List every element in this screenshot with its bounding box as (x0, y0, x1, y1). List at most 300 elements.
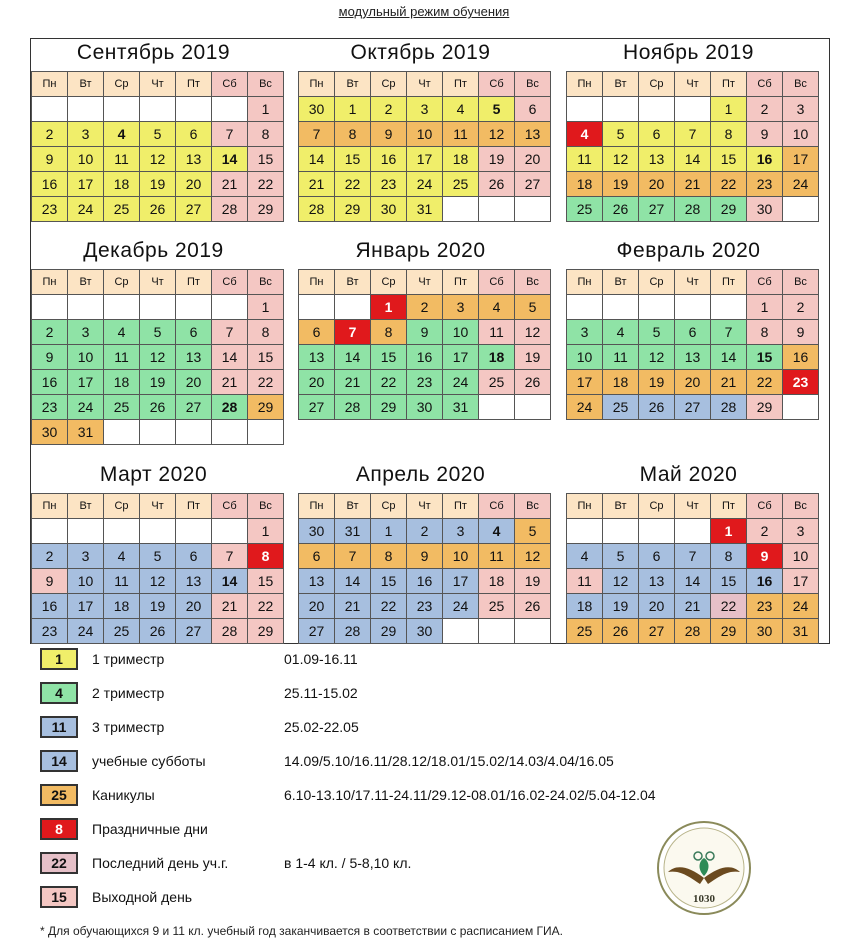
day-cell: 18 (603, 370, 638, 394)
day-cell (675, 97, 710, 121)
day-cell: 24 (407, 172, 442, 196)
footnote: * Для обучающихся 9 и 11 кл. учебный год заканчивается в соответствии с расписанием ГИА. (40, 924, 563, 938)
legend-label: Каникулы (92, 787, 155, 803)
day-cell: 24 (68, 619, 103, 643)
day-cell: 19 (639, 370, 674, 394)
day-cell: 3 (783, 97, 818, 121)
legend-label: учебные субботы (92, 753, 206, 769)
day-cell: 5 (603, 544, 638, 568)
month-grid (31, 493, 284, 644)
day-cell: 30 (299, 97, 334, 121)
day-cell: 7 (335, 320, 370, 344)
day-cell (68, 519, 103, 543)
day-cell: 29 (248, 619, 283, 643)
weekday-header: Вс (248, 72, 283, 96)
weekday-header: Пт (176, 494, 211, 518)
day-cell: 14 (711, 345, 746, 369)
weekday-header: Ср (371, 270, 406, 294)
day-cell (176, 519, 211, 543)
day-cell: 29 (248, 395, 283, 419)
day-cell: 12 (479, 122, 514, 146)
month-title: Январь 2020 (355, 239, 486, 262)
month-title: Октябрь 2019 (350, 41, 491, 64)
weekday-header: Пн (299, 270, 334, 294)
day-cell: 10 (783, 122, 818, 146)
day-cell: 30 (32, 420, 67, 444)
legend-swatch: 14 (40, 750, 78, 772)
day-cell: 6 (639, 122, 674, 146)
weekday-header: Сб (479, 72, 514, 96)
day-cell: 12 (515, 320, 550, 344)
day-cell: 2 (783, 295, 818, 319)
day-cell: 4 (104, 544, 139, 568)
day-cell: 30 (747, 197, 782, 221)
day-cell (212, 519, 247, 543)
calendar-frame (30, 38, 830, 644)
day-cell: 13 (675, 345, 710, 369)
day-cell: 11 (104, 569, 139, 593)
day-cell: 18 (443, 147, 478, 171)
day-cell: 11 (603, 345, 638, 369)
weekday-header: Пн (32, 270, 67, 294)
day-cell: 8 (711, 544, 746, 568)
day-cell: 18 (567, 594, 602, 618)
day-cell: 11 (104, 147, 139, 171)
day-cell: 13 (299, 345, 334, 369)
weekday-header: Вс (783, 494, 818, 518)
weekday-header: Вс (515, 270, 550, 294)
day-cell: 21 (711, 370, 746, 394)
day-cell: 31 (407, 197, 442, 221)
weekday-header: Чт (140, 270, 175, 294)
weekday-header: Ср (371, 494, 406, 518)
day-cell: 23 (783, 370, 818, 394)
day-cell: 24 (783, 172, 818, 196)
day-cell: 7 (212, 122, 247, 146)
day-cell: 18 (104, 594, 139, 618)
weekday-header: Чт (675, 270, 710, 294)
day-cell: 19 (603, 594, 638, 618)
day-cell: 18 (104, 172, 139, 196)
weekday-header: Вт (335, 494, 370, 518)
legend-range: 6.10-13.10/17.11-24.11/29.12-08.01/16.02-24.02/5.04-12.04 (284, 787, 656, 803)
day-cell: 24 (68, 395, 103, 419)
day-cell: 17 (783, 147, 818, 171)
day-cell: 3 (68, 122, 103, 146)
legend-label: Последний день уч.г. (92, 855, 229, 871)
day-cell (479, 395, 514, 419)
day-cell: 25 (567, 197, 602, 221)
day-cell: 2 (747, 97, 782, 121)
weekday-header: Чт (140, 72, 175, 96)
day-cell: 5 (515, 519, 550, 543)
day-cell: 5 (639, 320, 674, 344)
day-cell: 17 (68, 594, 103, 618)
legend-swatch: 15 (40, 886, 78, 908)
day-cell: 8 (248, 122, 283, 146)
day-cell: 10 (68, 569, 103, 593)
day-cell: 25 (104, 395, 139, 419)
weekday-header: Вс (783, 72, 818, 96)
day-cell: 2 (32, 544, 67, 568)
weekday-header: Пн (567, 494, 602, 518)
day-cell: 10 (567, 345, 602, 369)
day-cell: 3 (68, 320, 103, 344)
day-cell: 27 (299, 395, 334, 419)
month-grid (566, 269, 819, 420)
day-cell (783, 395, 818, 419)
day-cell (675, 295, 710, 319)
day-cell: 27 (176, 619, 211, 643)
day-cell: 10 (443, 320, 478, 344)
day-cell (32, 97, 67, 121)
day-cell: 20 (639, 594, 674, 618)
day-cell (515, 395, 550, 419)
day-cell (104, 97, 139, 121)
day-cell: 25 (479, 594, 514, 618)
day-cell: 10 (443, 544, 478, 568)
day-cell: 11 (567, 147, 602, 171)
weekday-header: Вт (335, 270, 370, 294)
emblem-number: 1030 (693, 893, 715, 905)
legend-row (40, 716, 820, 740)
weekday-header: Сб (479, 270, 514, 294)
day-cell (675, 519, 710, 543)
month-grid (566, 493, 819, 644)
day-cell: 22 (248, 594, 283, 618)
day-cell: 8 (371, 320, 406, 344)
weekday-header: Сб (479, 494, 514, 518)
day-cell: 15 (747, 345, 782, 369)
day-cell: 7 (675, 122, 710, 146)
day-cell (603, 519, 638, 543)
day-cell (479, 197, 514, 221)
day-cell (515, 619, 550, 643)
day-cell: 21 (212, 370, 247, 394)
day-cell: 17 (783, 569, 818, 593)
day-cell: 13 (515, 122, 550, 146)
day-cell (176, 97, 211, 121)
day-cell (639, 519, 674, 543)
legend-range: 25.02-22.05 (284, 719, 359, 735)
legend-row (40, 784, 820, 808)
day-cell: 25 (104, 619, 139, 643)
day-cell: 23 (371, 172, 406, 196)
day-cell: 28 (675, 619, 710, 643)
day-cell (140, 519, 175, 543)
day-cell: 20 (176, 370, 211, 394)
day-cell: 5 (603, 122, 638, 146)
month-title: Декабрь 2019 (83, 239, 224, 262)
day-cell: 28 (212, 395, 247, 419)
day-cell: 7 (299, 122, 334, 146)
day-cell: 14 (675, 569, 710, 593)
day-cell: 6 (675, 320, 710, 344)
day-cell: 25 (479, 370, 514, 394)
legend-label: Праздничные дни (92, 821, 208, 837)
day-cell: 4 (567, 544, 602, 568)
day-cell: 15 (248, 569, 283, 593)
day-cell: 10 (783, 544, 818, 568)
weekday-header: Вт (335, 72, 370, 96)
day-cell: 12 (603, 147, 638, 171)
weekday-header: Сб (747, 494, 782, 518)
day-cell: 7 (212, 320, 247, 344)
day-cell: 6 (299, 320, 334, 344)
day-cell: 23 (32, 619, 67, 643)
legend-swatch: 4 (40, 682, 78, 704)
weekday-header: Пт (176, 72, 211, 96)
weekday-header: Пт (711, 72, 746, 96)
day-cell: 12 (140, 345, 175, 369)
day-cell: 26 (479, 172, 514, 196)
day-cell: 9 (747, 544, 782, 568)
day-cell: 16 (783, 345, 818, 369)
day-cell: 15 (711, 147, 746, 171)
day-cell: 8 (747, 320, 782, 344)
day-cell: 9 (32, 345, 67, 369)
weekday-header: Пт (711, 270, 746, 294)
month-grid (298, 493, 551, 644)
day-cell (515, 197, 550, 221)
day-cell: 4 (479, 295, 514, 319)
day-cell: 9 (32, 147, 67, 171)
weekday-header: Сб (212, 72, 247, 96)
day-cell: 3 (443, 519, 478, 543)
day-cell: 22 (248, 172, 283, 196)
day-cell: 24 (783, 594, 818, 618)
day-cell: 30 (407, 395, 442, 419)
day-cell: 29 (747, 395, 782, 419)
day-cell: 18 (479, 345, 514, 369)
weekday-header: Вт (68, 270, 103, 294)
month-grid (566, 71, 819, 222)
day-cell (176, 295, 211, 319)
day-cell: 5 (479, 97, 514, 121)
day-cell: 12 (639, 345, 674, 369)
day-cell: 14 (299, 147, 334, 171)
day-cell: 11 (479, 544, 514, 568)
day-cell (104, 420, 139, 444)
day-cell: 28 (212, 619, 247, 643)
legend-label: 2 триместр (92, 685, 165, 701)
weekday-header: Вс (783, 270, 818, 294)
day-cell: 27 (515, 172, 550, 196)
day-cell: 19 (515, 569, 550, 593)
day-cell: 13 (176, 147, 211, 171)
day-cell (212, 295, 247, 319)
day-cell (783, 197, 818, 221)
day-cell: 8 (248, 544, 283, 568)
day-cell: 7 (335, 544, 370, 568)
day-cell: 14 (212, 569, 247, 593)
day-cell: 27 (675, 395, 710, 419)
day-cell: 20 (299, 594, 334, 618)
day-cell: 13 (639, 569, 674, 593)
day-cell: 1 (335, 97, 370, 121)
weekday-header: Чт (407, 494, 442, 518)
day-cell (567, 295, 602, 319)
day-cell: 26 (140, 197, 175, 221)
day-cell: 11 (479, 320, 514, 344)
day-cell: 31 (335, 519, 370, 543)
day-cell: 5 (515, 295, 550, 319)
day-cell (140, 420, 175, 444)
day-cell: 29 (711, 619, 746, 643)
day-cell (567, 97, 602, 121)
weekday-header: Сб (747, 270, 782, 294)
day-cell (479, 619, 514, 643)
day-cell: 13 (176, 569, 211, 593)
day-cell: 21 (335, 594, 370, 618)
school-emblem-icon (654, 818, 754, 918)
legend-range: 25.11-15.02 (284, 685, 358, 701)
day-cell: 30 (747, 619, 782, 643)
day-cell: 14 (675, 147, 710, 171)
day-cell: 15 (711, 569, 746, 593)
day-cell: 13 (176, 345, 211, 369)
weekday-header: Ср (371, 72, 406, 96)
day-cell: 6 (299, 544, 334, 568)
day-cell: 11 (443, 122, 478, 146)
weekday-header: Ср (639, 270, 674, 294)
weekday-header: Ср (104, 72, 139, 96)
day-cell: 3 (783, 519, 818, 543)
day-cell: 21 (212, 594, 247, 618)
day-cell: 12 (603, 569, 638, 593)
legend-swatch: 1 (40, 648, 78, 670)
legend-label: 3 триместр (92, 719, 165, 735)
day-cell: 26 (603, 197, 638, 221)
day-cell (104, 519, 139, 543)
day-cell: 30 (407, 619, 442, 643)
day-cell (639, 295, 674, 319)
day-cell: 22 (711, 594, 746, 618)
day-cell: 18 (479, 569, 514, 593)
day-cell: 4 (603, 320, 638, 344)
day-cell: 4 (479, 519, 514, 543)
day-cell: 25 (443, 172, 478, 196)
day-cell: 16 (407, 569, 442, 593)
day-cell: 25 (603, 395, 638, 419)
weekday-header: Чт (675, 494, 710, 518)
day-cell: 4 (567, 122, 602, 146)
day-cell: 6 (176, 122, 211, 146)
day-cell: 7 (711, 320, 746, 344)
day-cell: 20 (176, 594, 211, 618)
day-cell: 2 (32, 122, 67, 146)
day-cell: 1 (711, 519, 746, 543)
day-cell (567, 519, 602, 543)
day-cell: 2 (747, 519, 782, 543)
month-title: Апрель 2020 (355, 463, 486, 486)
day-cell: 22 (371, 594, 406, 618)
day-cell: 5 (140, 320, 175, 344)
day-cell: 28 (335, 395, 370, 419)
month-title: Сентябрь 2019 (76, 41, 231, 64)
day-cell (603, 97, 638, 121)
day-cell: 29 (371, 619, 406, 643)
day-cell: 5 (140, 122, 175, 146)
day-cell: 14 (335, 345, 370, 369)
day-cell (299, 295, 334, 319)
day-cell (711, 295, 746, 319)
day-cell: 21 (675, 594, 710, 618)
day-cell (212, 420, 247, 444)
day-cell: 1 (248, 295, 283, 319)
legend-range: 14.09/5.10/16.11/28.12/18.01/15.02/14.03/4.04/16.05 (284, 753, 614, 769)
day-cell (335, 295, 370, 319)
day-cell: 14 (212, 345, 247, 369)
day-cell (443, 197, 478, 221)
day-cell: 20 (299, 370, 334, 394)
day-cell: 6 (639, 544, 674, 568)
day-cell: 1 (248, 519, 283, 543)
day-cell: 29 (248, 197, 283, 221)
day-cell: 19 (515, 345, 550, 369)
day-cell: 14 (212, 147, 247, 171)
day-cell: 4 (104, 320, 139, 344)
day-cell: 28 (675, 197, 710, 221)
day-cell: 30 (371, 197, 406, 221)
day-cell: 3 (407, 97, 442, 121)
day-cell: 29 (371, 395, 406, 419)
weekday-header: Пт (443, 72, 478, 96)
month-title: Март 2020 (99, 463, 208, 486)
day-cell: 29 (711, 197, 746, 221)
legend-label: Выходной день (92, 889, 193, 905)
weekday-header: Ср (104, 494, 139, 518)
month-grid (31, 71, 284, 222)
day-cell: 8 (371, 544, 406, 568)
day-cell: 13 (299, 569, 334, 593)
legend-swatch: 11 (40, 716, 78, 738)
month-grid (31, 269, 284, 445)
day-cell: 26 (140, 619, 175, 643)
day-cell: 7 (675, 544, 710, 568)
day-cell: 4 (104, 122, 139, 146)
day-cell (68, 295, 103, 319)
weekday-header: Вт (603, 270, 638, 294)
day-cell (104, 295, 139, 319)
day-cell: 9 (407, 320, 442, 344)
weekday-header: Пт (443, 494, 478, 518)
day-cell: 19 (140, 172, 175, 196)
day-cell: 24 (443, 370, 478, 394)
day-cell: 23 (747, 594, 782, 618)
day-cell: 15 (248, 345, 283, 369)
day-cell: 22 (711, 172, 746, 196)
day-cell: 17 (407, 147, 442, 171)
day-cell: 19 (479, 147, 514, 171)
weekday-header: Вс (515, 72, 550, 96)
month-grid (298, 71, 551, 222)
day-cell: 2 (371, 97, 406, 121)
day-cell: 3 (68, 544, 103, 568)
day-cell: 20 (639, 172, 674, 196)
weekday-header: Ср (639, 494, 674, 518)
day-cell: 1 (371, 295, 406, 319)
day-cell: 6 (176, 320, 211, 344)
day-cell: 15 (371, 569, 406, 593)
day-cell: 17 (68, 370, 103, 394)
day-cell: 9 (747, 122, 782, 146)
day-cell: 31 (443, 395, 478, 419)
day-cell: 22 (248, 370, 283, 394)
day-cell: 23 (407, 594, 442, 618)
day-cell: 15 (335, 147, 370, 171)
day-cell: 18 (104, 370, 139, 394)
